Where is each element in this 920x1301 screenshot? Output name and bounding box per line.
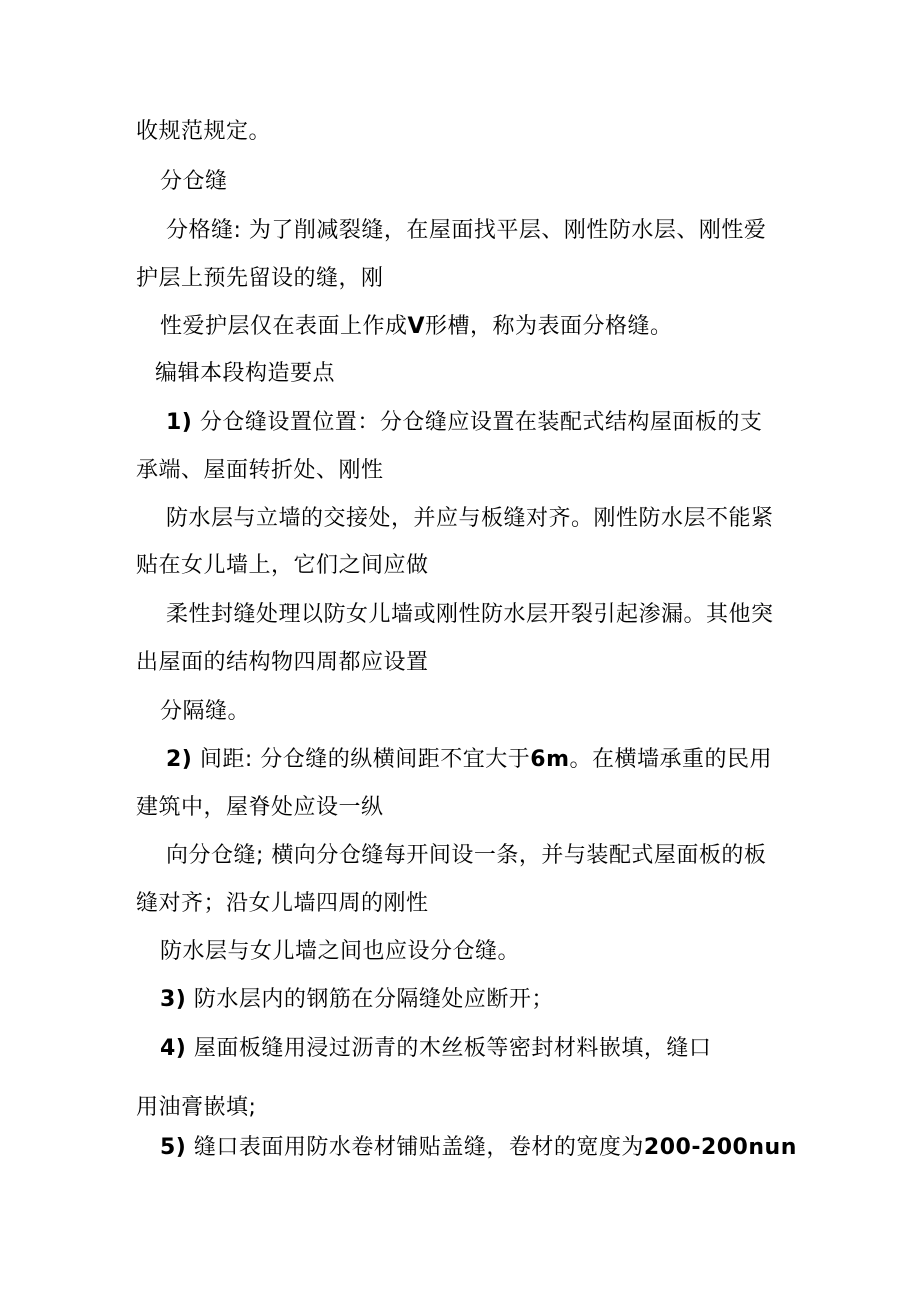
- item-number: 4): [160, 1036, 187, 1061]
- text-line: 收规范规定。: [136, 119, 272, 144]
- section-heading: 编辑本段构造要点: [155, 361, 336, 386]
- text-line: 承端、屋面转折处、刚性: [136, 458, 384, 483]
- text-line: 分隔缝。: [160, 699, 251, 724]
- list-item-3: [160, 985, 554, 1015]
- text-line: 防水层与立墙的交接处，并应与板缝对齐。刚性防水层不能紧: [166, 506, 774, 531]
- text-line: 出屋面的结构物四周都应设置: [136, 650, 429, 675]
- item-number: 2): [166, 747, 193, 772]
- item-number: 1): [166, 410, 193, 435]
- text-span: 。在横墙承重的民用: [569, 747, 773, 772]
- list-item-2: [166, 745, 772, 775]
- section-heading: 分仓缝: [160, 169, 228, 194]
- text-line: 缝对齐；沿女儿墙四周的刚性: [136, 891, 429, 916]
- list-item-4: [160, 1034, 711, 1064]
- list-item-5: [160, 1133, 797, 1163]
- text-line: 护层上预先留设的缝，刚: [136, 266, 384, 291]
- text-span: 形槽，称为表面分格缝。: [425, 314, 673, 339]
- text-span-bold: V: [407, 314, 426, 339]
- text-span: 间距: 分仓缝的纵横间距不宜大于: [199, 747, 531, 772]
- text-span-bold: 6m: [530, 747, 570, 772]
- text-span: 性爱护层仅在表面上作成: [160, 314, 408, 339]
- text-line: [160, 312, 673, 342]
- text-line: 贴在女儿墙上，它们之间应做: [136, 553, 429, 578]
- text-span: 防水层内的钢筋在分隔缝处应断开；: [193, 987, 554, 1012]
- text-span: 缝口表面用防水卷材铺贴盖缝，卷材的宽度为: [193, 1135, 644, 1160]
- text-line: 防水层与女儿墙之间也应设分仓缝。: [160, 939, 521, 964]
- list-item-1: [166, 408, 762, 438]
- text-line: 建筑中，屋脊处应设一纵: [136, 795, 384, 820]
- text-line: 柔性封缝处理以防女儿墙或刚性防水层开裂引起渗漏。其他突: [166, 602, 774, 627]
- text-span: 屋面板缝用浸过沥青的木丝板等密封材料嵌填，缝口: [193, 1036, 712, 1061]
- text-line: 分格缝: 为了削减裂缝，在屋面找平层、刚性防水层、刚性爱: [166, 218, 767, 243]
- text-span: 分仓缝设置位置：分仓缝应设置在装配式结构屋面板的支: [199, 410, 763, 435]
- text-line: 用油膏嵌填;: [136, 1095, 257, 1120]
- text-span-bold: 200-200nun: [643, 1135, 797, 1160]
- item-number: 3): [160, 987, 187, 1012]
- item-number: 5): [160, 1135, 187, 1160]
- text-line: 向分仓缝; 横向分仓缝每开间设一条，并与装配式屋面板的板: [166, 843, 767, 868]
